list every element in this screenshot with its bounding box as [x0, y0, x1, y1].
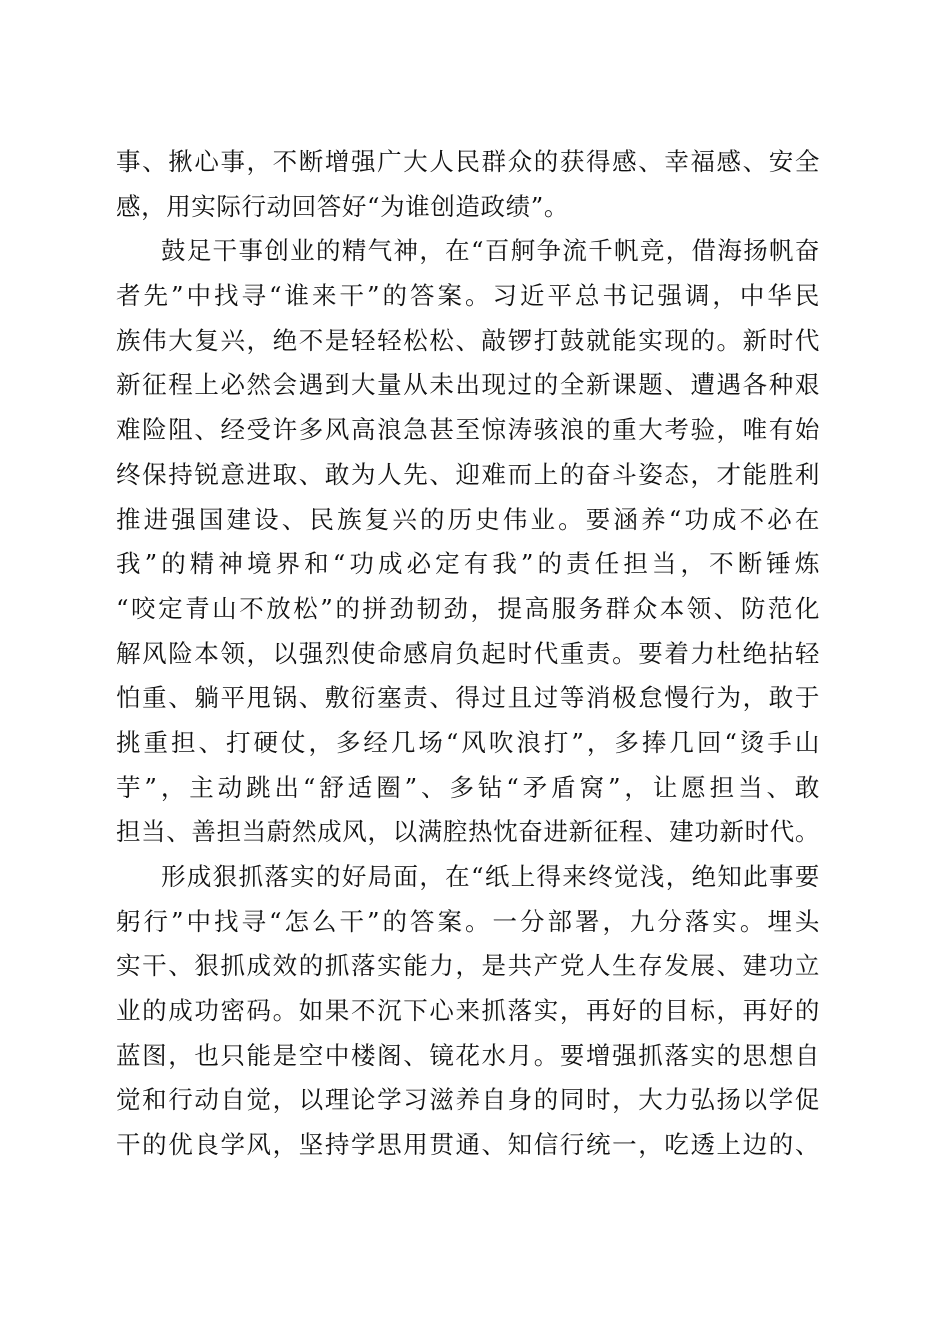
text-line: 我”的精神境界和“功成必定有我”的责任担当，不断锤炼	[116, 549, 820, 579]
text-line: 干的优良学风，坚持学思用贯通、知信行统一，吃透上边的、	[116, 1130, 820, 1160]
text-line: 蓝图，也只能是空中楼阁、镜花水月。要增强抓落实的思想自	[116, 1040, 820, 1070]
text-line: 新征程上必然会遇到大量从未出现过的全新课题、遭遇各种艰	[116, 370, 820, 400]
text-line: 事、揪心事，不断增强广大人民群众的获得感、幸福感、安全	[116, 147, 820, 176]
text-line: 难险阻、经受许多风高浪急甚至惊涛骇浪的重大考验，唯有始	[116, 415, 820, 445]
text-line: “咬定青山不放松”的拼劲韧劲，提高服务群众本领、防范化	[116, 593, 820, 623]
paragraph-end-line: 感，用实际行动回答好“为谁创造政绩”。	[116, 191, 569, 221]
text-line: 业的成功密码。如果不沉下心来抓落实，再好的目标，再好的	[116, 996, 820, 1026]
text-line: 躬行”中找寻“怎么干”的答案。一分部署，九分落实。埋头	[116, 906, 820, 936]
text-line: 怕重、躺平甩锅、敷衍塞责、得过且过等消极怠慢行为，敢于	[116, 683, 820, 713]
text-line: 挑重担、打硬仗，多经几场“风吹浪打”，多捧几回“烫手山	[116, 727, 820, 757]
body-text	[116, 140, 820, 1168]
text-line: 者先”中找寻“谁来干”的答案。习近平总书记强调，中华民	[116, 281, 820, 311]
text-line: 推进强国建设、民族复兴的历史伟业。要涵养“功成不必在	[116, 504, 820, 534]
text-line: 觉和行动自觉，以理论学习滋养自身的同时，大力弘扬以学促	[116, 1085, 820, 1115]
text-line: 族伟大复兴，绝不是轻轻松松、敲锣打鼓就能实现的。新时代	[116, 325, 820, 355]
paragraph-start-line: 鼓足干事创业的精气神，在“百舸争流千帆竞，借海扬帆奋	[161, 236, 820, 266]
text-line: 芋”，主动跳出“舒适圈”、多钻“矛盾窝”，让愿担当、敢	[116, 772, 820, 802]
paragraph-end-line: 担当、善担当蔚然成风，以满腔热忱奋进新征程、建功新时代。	[116, 817, 820, 847]
text-line: 实干、狠抓成效的抓落实能力，是共产党人生存发展、建功立	[116, 951, 820, 981]
paragraph-start-line: 形成狠抓落实的好局面，在“纸上得来终觉浅，绝知此事要	[161, 862, 820, 891]
text-line: 解风险本领，以强烈使命感肩负起时代重责。要着力杜绝拈轻	[116, 638, 820, 668]
text-line: 终保持锐意进取、敢为人先、迎难而上的奋斗姿态，才能胜利	[116, 459, 820, 489]
